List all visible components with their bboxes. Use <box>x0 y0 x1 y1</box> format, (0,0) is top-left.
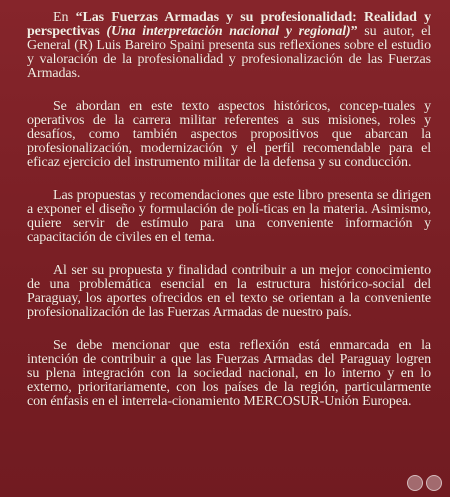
watermark-logo-icon <box>407 475 423 491</box>
paragraph-1-lead: En <box>53 10 76 25</box>
watermark-logo-icon <box>426 475 442 491</box>
book-subtitle: (Una interpretación nacional y regional) <box>106 24 351 39</box>
paragraph-4: Al ser su propuesta y finalidad contribuir a un mejor conocimiento de una problemática esencial en la estructura histórico-social del Paraguay, los aportes ofrecidos en el texto se orientan a la conveniente profesionalización de las Fuerzas Armadas de nuestro país. <box>27 263 431 320</box>
paragraph-1 <box>27 11 431 81</box>
watermark <box>407 475 442 491</box>
paragraph-1-rest: su autor, el General (R) Luis Bareiro Spaini presenta sus reflexiones sobre el estudio y valoración de la profesionalidad y profesionalización de las Fuerzas Armadas. <box>27 24 431 81</box>
paragraph-5: Se debe mencionar que esta reflexión está enmarcada en la intención de contribuir a que las Fuerzas Armadas del Paraguay logren su plena integración con la sociedad nacional, en lo interno y en lo externo, prioritariamente, con los países de la región, particularmente con énfasis en el interrela-cionamiento MERCOSUR-Unión Europea. <box>27 338 431 409</box>
paragraph-2: Se abordan en este texto aspectos históricos, concep-tuales y operativos de la carrera militar referentes a sus misiones, roles y desafíos, como también aspectos propositivos que abarcan la profesionalización, modernización y el perfil recomendable para el eficaz ejercicio del instrumento militar de la defensa y su conducción. <box>27 99 431 170</box>
book-title: “Las Fuerzas Armadas y su profesionalidad: Realidad y perspectivas (Una interpretación nacional y regional)” <box>27 10 431 39</box>
paragraph-3: Las propuestas y recomendaciones que este libro presenta se dirigen a exponer el diseño y formulación de polí-ticas en la materia. Asimismo, quiere servir de estímulo para una conveniente información y capacitación de civiles en el tema. <box>27 188 431 245</box>
